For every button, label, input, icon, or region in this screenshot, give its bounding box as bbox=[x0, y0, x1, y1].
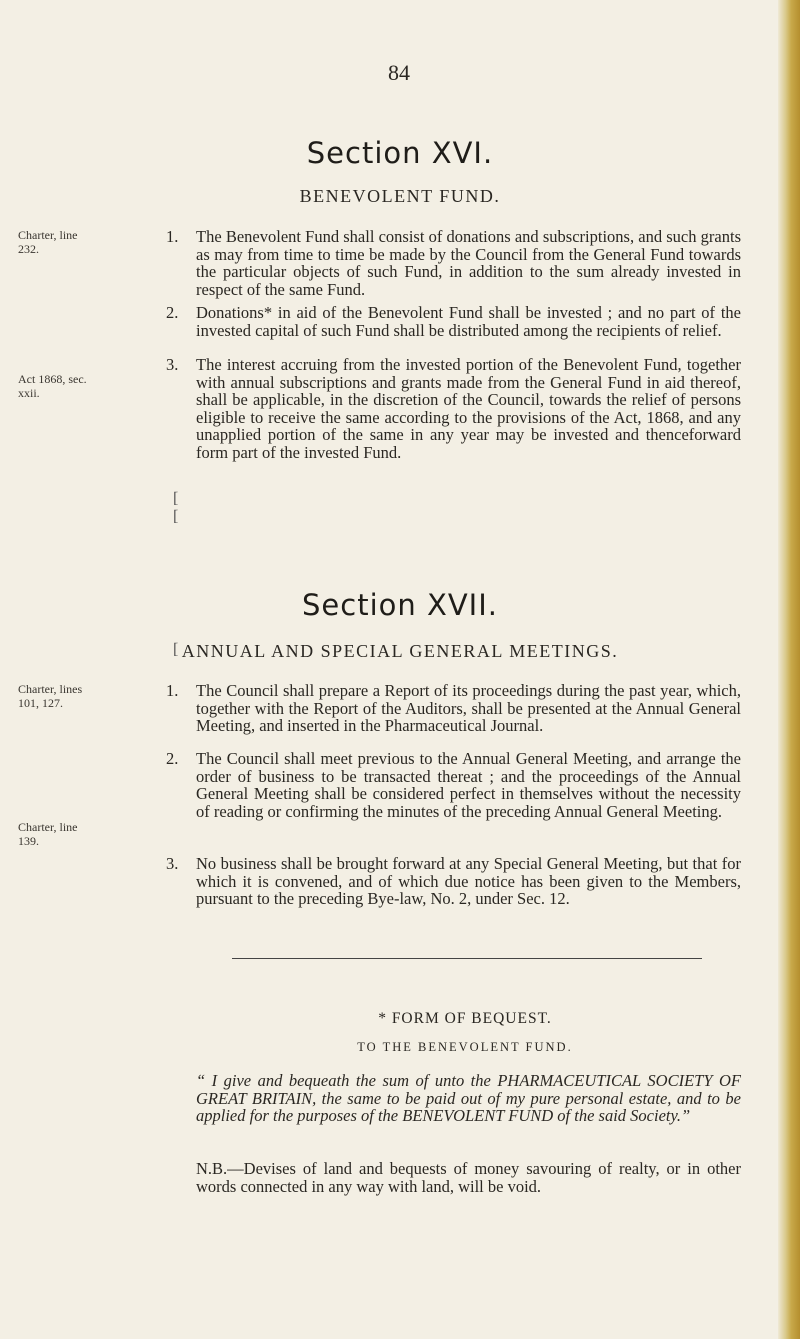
clause-text: Donations* in aid of the Benevolent Fund shall be invested ; and no part of the invested capital of such Fund shall be distributed among the recipients of relief. bbox=[196, 303, 741, 340]
section-16-clause-2 bbox=[166, 303, 741, 340]
margin-bracket: [ bbox=[173, 490, 179, 507]
margin-note-act-1868: Act 1868, sec. xxii. bbox=[18, 372, 87, 400]
section-16-title: Section XVI. bbox=[306, 136, 494, 170]
clause-number: 3. bbox=[166, 854, 179, 873]
section-16-clause-3 bbox=[166, 355, 741, 462]
clause-number: 1. bbox=[166, 681, 179, 700]
clause-number: 2. bbox=[166, 749, 179, 768]
section-17-title: Section XVII. bbox=[302, 588, 498, 622]
section-16-clause-1 bbox=[166, 227, 741, 299]
clause-text: No business shall be brought forward at any Special General Meeting, but that for which it is convened, and of which due notice has been given to the Members, pursuant to the preceding Bye-law, No. 2, under Sec. 12. bbox=[196, 854, 741, 908]
bequest-note: N.B.—Devises of land and bequests of money savouring of realty, or in other words connected in any way with land, will be void. bbox=[196, 1159, 741, 1196]
clause-text: The Benevolent Fund shall consist of donations and subscriptions, and such grants as may from time to time be made by the Council from the General Fund towards the particular objects of such Fund, in addition to the sum already invested in respect of the same Fund. bbox=[196, 227, 741, 299]
section-17-clause-2 bbox=[166, 749, 741, 821]
page-number: 84 bbox=[388, 60, 410, 85]
section-17-clause-3 bbox=[166, 854, 741, 908]
bequest-title: * FORM OF BEQUEST. bbox=[378, 1010, 552, 1027]
margin-note-charter-232: Charter, line 232. bbox=[18, 228, 78, 256]
clause-text: The interest accruing from the invested portion of the Benevolent Fund, together with annual subscriptions and grants made from the General Fund in aid thereof, shall be applicable, in the discretion of the Council, towards the relief of persons eligible to receive the same according to the provisions of the Act, 1868, and any unapplied portion of the same in any year may be invested and thenceforward form part of the invested Fund. bbox=[196, 355, 741, 462]
section-17-subtitle: ANNUAL AND SPECIAL GENERAL MEETINGS. bbox=[181, 641, 619, 661]
clause-text: The Council shall meet previous to the Annual General Meeting, and arrange the order of business to be transacted thereat ; and the proceedings of the Annual General Meeting shall be considered perfect in themselves without the necessity of reading or confirming the minutes of the preceding Annual General Meeting. bbox=[196, 749, 741, 821]
footnote-rule bbox=[232, 958, 702, 959]
margin-note-charter-101-127: Charter, lines 101, 127. bbox=[18, 682, 83, 710]
clause-number: 3. bbox=[166, 355, 179, 374]
clause-text: The Council shall prepare a Report of its proceedings during the past year, which, together with the Report of the Auditors, shall be presented at the Annual General Meeting, and inserted in the Pharmaceutical Journal. bbox=[196, 681, 741, 735]
margin-bracket: [ bbox=[173, 641, 179, 658]
bequest-subtitle: TO THE BENEVOLENT FUND. bbox=[357, 1040, 573, 1054]
margin-bracket: [ bbox=[173, 508, 179, 525]
section-16-subtitle: BENEVOLENT FUND. bbox=[299, 186, 501, 206]
clause-number: 1. bbox=[166, 227, 179, 246]
clause-number: 2. bbox=[166, 303, 179, 322]
bequest-text: “ I give and bequeath the sum of unto the PHARMACEUTICAL SOCIETY OF GREAT BRITAIN, the same to be paid out of my pure personal estate, and to be applied for the purposes of the BENEVOLENT FUND of the said Society.” bbox=[196, 1071, 741, 1125]
margin-note-charter-139: Charter, line 139. bbox=[18, 820, 78, 848]
section-17-clause-1 bbox=[166, 681, 741, 735]
